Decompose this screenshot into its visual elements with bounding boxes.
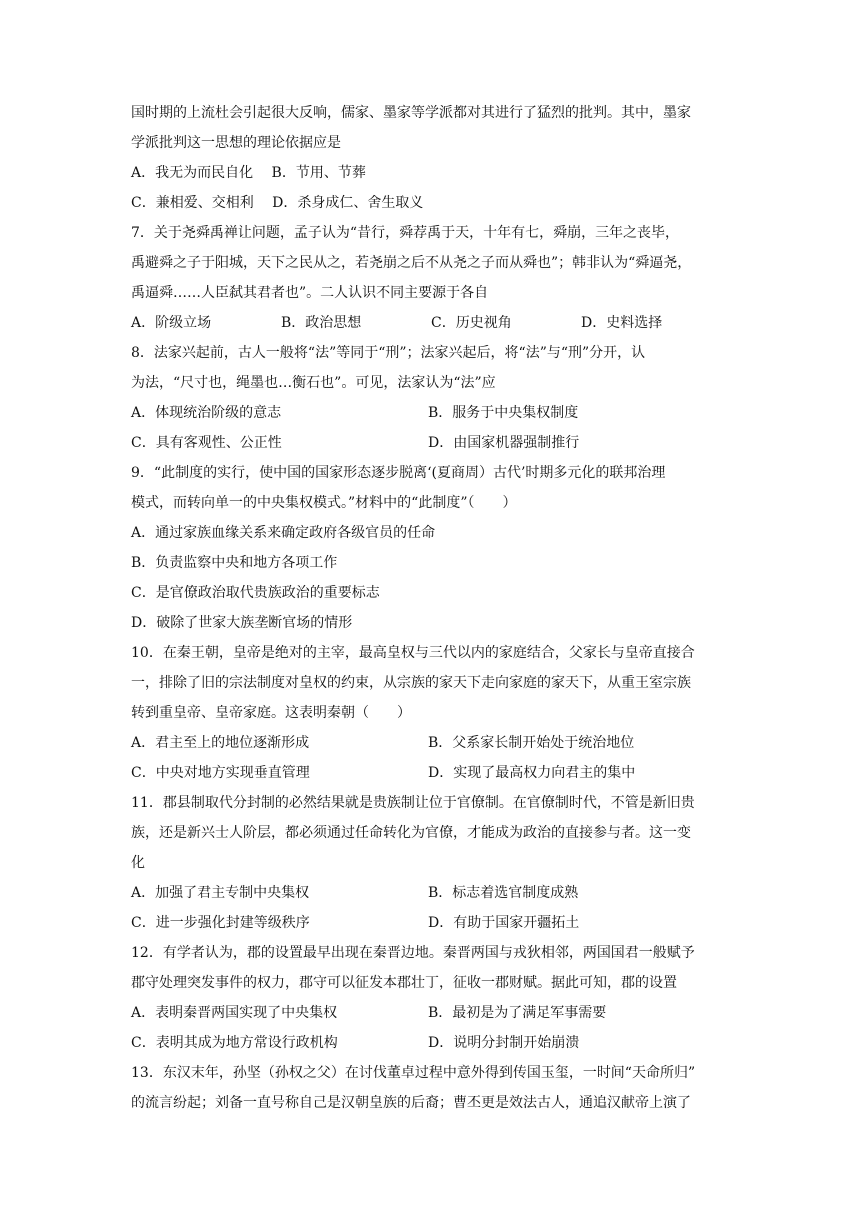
q7-stem: 禹逼舜……人臣弑其君者也”。二人认识不同主要源于各自 (131, 285, 489, 301)
q6-options-row: C．兼相爱、交相利 D．杀身成仁、舍生取义 (131, 195, 424, 211)
q12-option-d: D．说明分封制开始崩溃 (428, 1035, 580, 1051)
q8-options-row (131, 398, 741, 428)
q7-option-d: D．史料选择 (581, 315, 663, 331)
q9-option-d: D．破除了世家大族垄断官场的情形 (131, 615, 353, 631)
q7-options (131, 308, 741, 338)
q9-option-a: A．通过家族血缘关系来确定政府各级官员的任命 (131, 525, 436, 541)
q11-options-row (131, 908, 741, 938)
q8-stem: 8．法家兴起前，古人一般将“法”等同于“刑”；法家兴起后，将“法”与“刑”分开，认 (131, 345, 646, 361)
q8-options-row (131, 428, 741, 458)
q11-option-b: B．标志着选官制度成熟 (428, 885, 579, 901)
q6-options-row: A．我无为而民自化 B．节用、节葬 (131, 165, 366, 181)
q12-option-a: A．表明秦晋两国实现了中央集权 (131, 1005, 338, 1021)
q7-option-c: C．历史视角 (431, 315, 512, 331)
q11-stem: 化 (131, 855, 145, 871)
q10-stem: 10．在秦王朝，皇帝是绝对的主宰，最高皇权与三代以内的家庭结合，父家长与皇帝直接合 (131, 645, 695, 661)
q11-option-d: D．有助于国家开疆拓土 (428, 915, 580, 931)
q13-stem: 的流言纷起；刘备一直号称自己是汉朝皇族的后裔；曹丕更是效法古人，通追汉献帝上演了 (131, 1095, 691, 1111)
q11-stem: 族，还是新兴士人阶层，都必须通过任命转化为官僚，才能成为政治的直接参与者。这一变 (131, 825, 691, 841)
q9-option-c: C．是官僚政治取代贵族政治的重要标志 (131, 585, 380, 601)
q10-option-b: B．父系家长制开始处于统治地位 (428, 735, 635, 751)
q10-option-d: D．实现了最高权力向君主的集中 (428, 765, 636, 781)
q10-option-a: A．君主至上的地位逐渐形成 (131, 735, 310, 751)
q12-option-c: C．表明其成为地方常设行政机构 (131, 1035, 338, 1051)
q9-option-b: B．负责监察中央和地方各项工作 (131, 555, 338, 571)
q12-options-row (131, 1028, 741, 1058)
text-line: 学派批判这一思想的理论依据应是 (131, 135, 341, 151)
q11-option-c: C．进一步强化封建等级秩序 (131, 915, 310, 931)
q10-options-row (131, 728, 741, 758)
q11-option-a: A．加强了君主专制中央集权 (131, 885, 310, 901)
q10-stem: 一，排除了旧的宗法制度对皇权的约束，从宗族的家天下走向家庭的家天下，从重王室宗族 (131, 675, 691, 691)
q7-option-b: B．政治思想 (281, 315, 362, 331)
q7-stem: 7．关于尧舜禹禅让问题，孟子认为“昔行，舜荐禹于天，十年有七，舜崩，三年之丧毕， (131, 225, 680, 241)
text-line: 国时期的上流杜会引起很大反响，儒家、墨家等学派都对其进行了猛烈的批判。其中，墨家 (131, 105, 691, 121)
q12-option-b: B．最初是为了满足军事需要 (428, 1005, 607, 1021)
q12-options-row (131, 998, 741, 1028)
q8-stem: 为法，“尺寸也，绳墨也…衡石也”。可见，法家认为“法”应 (131, 375, 496, 391)
question-text (131, 98, 741, 1118)
q10-option-c: C．中央对地方实现垂直管理 (131, 765, 310, 781)
q7-option-a: A．阶级立场 (131, 315, 212, 331)
q12-stem: 郡守处理突发事件的权力，郡守可以征发本郡壮丁，征收一郡财赋。据此可知，郡的设置 (131, 975, 677, 991)
q7-stem: 禹避舜之子于阳城，天下之民从之，若尧崩之后不从尧之子而从舜也”；韩非认为“舜逼尧， (131, 255, 692, 271)
q12-stem: 12．有学者认为，郡的设置最早出现在秦晋边地。秦晋两国与戎狄相邻，两国国君一般赋予 (131, 945, 695, 961)
q11-options-row (131, 878, 741, 908)
q11-stem: 11．郡县制取代分封制的必然结果就是贵族制让位于官僚制。在官僚制时代，不管是新旧贵 (131, 795, 695, 811)
q9-stem: 9．“此制度的实行，使中国的国家形态逐步脱离‘(夏商周）古代’时期多元化的联邦治理 (131, 465, 666, 481)
q8-option-b: B．服务于中央集权制度 (428, 405, 579, 421)
q8-option-a: A．体现统治阶级的意志 (131, 405, 282, 421)
q9-stem: 模式，而转向单一的中央集权模式。”材料中的“此制度”（ ） (131, 495, 517, 511)
q13-stem: 13．东汉末年，孙坚（孙权之父）在讨伐董卓过程中意外得到传国玉玺，一时间“天命所归” (131, 1065, 696, 1081)
q10-options-row (131, 758, 741, 788)
q8-option-d: D．由国家机器强制推行 (428, 435, 580, 451)
q10-stem: 转到重皇帝、皇帝家庭。这表明秦朝（ ） (131, 705, 411, 721)
q8-option-c: C．具有客观性、公正性 (131, 435, 282, 451)
